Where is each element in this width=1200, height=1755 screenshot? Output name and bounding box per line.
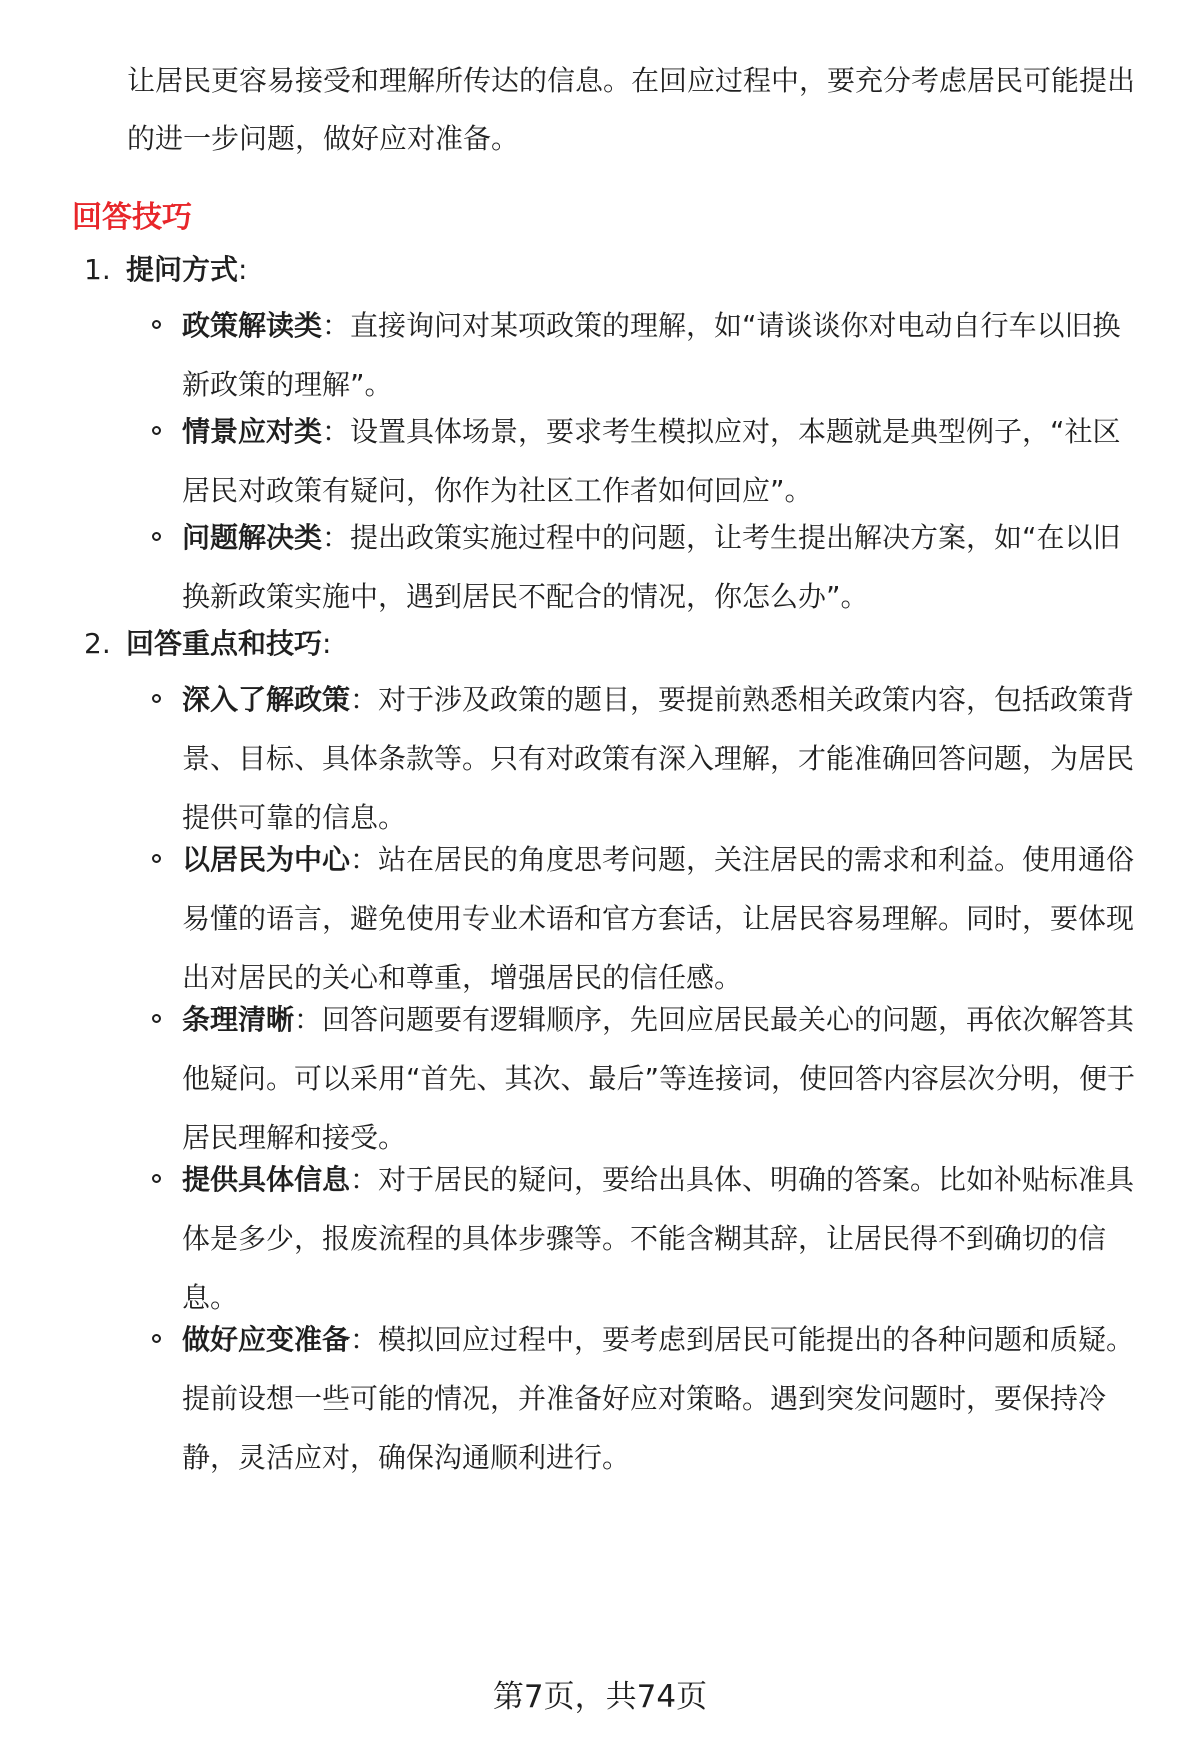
- list-item-questioning-methods: [84, 250, 247, 290]
- circle-bullet-icon: [152, 1014, 161, 1023]
- sub-item-policy-interpretation: [182, 296, 1144, 414]
- sub-item-separator: ：: [350, 843, 379, 876]
- circle-bullet-icon: [152, 854, 161, 863]
- sub-item-separator: ：: [350, 1323, 379, 1356]
- sub-item-term: 条理清晰: [182, 1003, 295, 1036]
- circle-bullet-icon: [152, 426, 161, 435]
- intro-paragraph: 让居民更容易接受和理解所传达的信息。在回应过程中，要充分考虑居民可能提出的进一步问题，做好应对准备。: [127, 64, 1136, 155]
- circle-bullet-icon: [152, 532, 161, 541]
- circle-bullet-icon: [152, 1174, 161, 1183]
- sub-item-term: 问题解决类: [182, 521, 323, 554]
- sub-item-term: 以居民为中心: [182, 843, 351, 876]
- item-colon: :: [322, 627, 332, 660]
- sub-item-separator: ：: [322, 521, 351, 554]
- sub-item-separator: ：: [322, 415, 351, 448]
- sub-item-contingency: [182, 1310, 1144, 1487]
- list-item-answer-focus: [84, 624, 331, 664]
- circle-bullet-icon: [152, 320, 161, 329]
- page-number-footer: 第7页，共74页: [492, 1679, 708, 1715]
- sub-item-resident-centered: [182, 830, 1144, 1007]
- sub-item-specific-info: [182, 1150, 1144, 1327]
- sub-item-term: 情景应对类: [182, 415, 323, 448]
- item-number: 2.: [84, 627, 111, 660]
- item-number: 1.: [84, 253, 111, 286]
- sub-item-text: 设置具体场景，要求考生模拟应对，本题就是典型例子，“社区居民对政策有疑问，你作为社区工作者如何回应”。: [182, 415, 1121, 507]
- sub-item-term: 做好应变准备: [182, 1323, 351, 1356]
- sub-item-text: 提出政策实施过程中的问题，让考生提出解决方案，如“在以旧换新政策实施中，遇到居民不配合的情况，你怎么办”。: [182, 521, 1121, 613]
- item-title: 提问方式: [126, 253, 239, 286]
- circle-bullet-icon: [152, 1334, 161, 1343]
- section-heading: 回答技巧: [72, 200, 192, 235]
- sub-item-term: 提供具体信息: [182, 1163, 351, 1196]
- sub-item-separator: ：: [322, 309, 351, 342]
- sub-item-separator: ：: [294, 1003, 323, 1036]
- sub-item-text: 站在居民的角度思考问题，关注居民的需求和利益。使用通俗易懂的语言，避免使用专业术语和官方套话，让居民容易理解。同时，要体现出对居民的关心和尊重，增强居民的信任感。: [182, 843, 1135, 994]
- sub-item-text: 对于居民的疑问，要给出具体、明确的答案。比如补贴标准具体是多少，报废流程的具体步骤等。不能含糊其辞，让居民得不到确切的信息。: [182, 1163, 1135, 1314]
- sub-item-text: 模拟回应过程中，要考虑到居民可能提出的各种问题和质疑。提前设想一些可能的情况，并准备好应对策略。遇到突发问题时，要保持冷静，灵活应对，确保沟通顺利进行。: [182, 1323, 1135, 1474]
- sub-item-separator: ：: [350, 683, 379, 716]
- sub-item-text: 对于涉及政策的题目，要提前熟悉相关政策内容，包括政策背景、目标、具体条款等。只有对政策有深入理解，才能准确回答问题，为居民提供可靠的信息。: [182, 683, 1135, 834]
- sub-item-understand-policy: [182, 670, 1144, 847]
- circle-bullet-icon: [152, 694, 161, 703]
- sub-item-problem-solving: [182, 508, 1144, 626]
- sub-item-text: 回答问题要有逻辑顺序，先回应居民最关心的问题，再依次解答其他疑问。可以采用“首先、其次、最后”等连接词，使回答内容层次分明，便于居民理解和接受。: [182, 1003, 1136, 1154]
- sub-item-term: 深入了解政策: [182, 683, 351, 716]
- item-title: 回答重点和技巧: [126, 627, 323, 660]
- sub-item-term: 政策解读类: [182, 309, 323, 342]
- sub-item-text: 直接询问对某项政策的理解，如“请谈谈你对电动自行车以旧换新政策的理解”。: [182, 309, 1121, 401]
- item-colon: :: [238, 253, 248, 286]
- sub-item-clear-structure: [182, 990, 1144, 1167]
- sub-item-separator: ：: [350, 1163, 379, 1196]
- sub-item-scenario-response: [182, 402, 1144, 520]
